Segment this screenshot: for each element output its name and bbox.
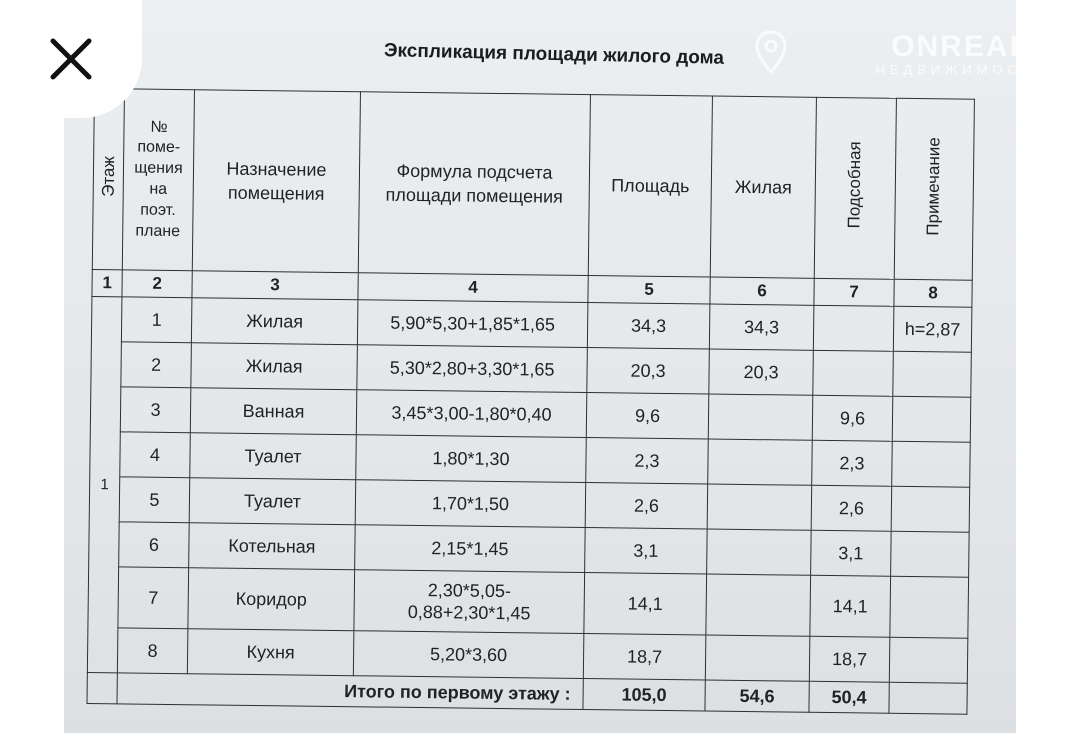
note-cell — [893, 351, 972, 397]
area-cell: 2,3 — [586, 438, 709, 484]
room-no-cell: 4 — [120, 432, 191, 478]
header-room-no: № поме- щения на поэт. плане — [122, 89, 194, 271]
note-cell — [889, 637, 968, 683]
note-cell: h=2,87 — [893, 306, 972, 352]
area-cell: 3,1 — [585, 528, 708, 574]
aux-cell: 2,3 — [812, 440, 893, 486]
room-no-cell: 5 — [119, 477, 190, 523]
document-photo — [64, 0, 1048, 733]
formula-cell: 3,45*3,00-1,80*0,40 — [356, 390, 587, 438]
column-number: 4 — [358, 273, 588, 303]
header-floor-label: Этаж — [98, 155, 119, 197]
living-cell — [706, 574, 811, 636]
total-area: 105,0 — [583, 679, 705, 711]
column-number: 7 — [814, 278, 894, 306]
area-cell: 14,1 — [584, 573, 707, 635]
note-cell — [892, 396, 971, 442]
formula-cell: 5,90*5,30+1,85*1,65 — [357, 300, 588, 348]
purpose-cell: Туалет — [190, 433, 357, 480]
aux-cell: 18,7 — [809, 636, 890, 682]
aux-cell: 9,6 — [812, 395, 893, 441]
total-note — [889, 682, 967, 714]
aux-cell: 14,1 — [810, 575, 891, 637]
column-number: 1 — [92, 269, 122, 296]
formula-cell: 5,20*3,60 — [353, 631, 584, 679]
area-cell: 20,3 — [587, 348, 710, 394]
formula-cell: 2,15*1,45 — [355, 525, 586, 573]
total-empty-cell — [87, 672, 117, 703]
total-label: Итого по первому этажу : — [117, 673, 583, 710]
watermark-subtitle: НЕДВИЖИМОСТЬ — [875, 62, 1048, 77]
table-row — [88, 566, 969, 638]
column-number: 8 — [894, 279, 972, 307]
header-note-label: Примечание — [923, 136, 944, 236]
purpose-cell: Туалет — [189, 478, 356, 525]
aux-cell: 3,1 — [811, 530, 892, 576]
total-living: 54,6 — [705, 680, 809, 712]
note-cell — [891, 531, 970, 577]
note-cell — [892, 441, 971, 487]
watermark-logo: ONREALT — [891, 30, 1048, 63]
note-cell — [890, 576, 969, 638]
purpose-cell: Коридор — [188, 568, 355, 631]
room-no-cell: 8 — [117, 628, 188, 674]
header-auxiliary-label: Подсобная — [844, 141, 865, 229]
column-number: 3 — [192, 271, 358, 300]
area-cell: 34,3 — [587, 303, 710, 349]
total-aux: 50,4 — [809, 681, 889, 713]
purpose-cell: Кухня — [187, 629, 354, 676]
document-title: Экспликация площади жилого дома — [383, 40, 725, 69]
room-no-cell: 6 — [119, 522, 190, 568]
aux-cell: 2,6 — [811, 485, 892, 531]
header-formula: Формула подсчета площади помещения — [358, 92, 590, 276]
area-cell: 2,6 — [585, 483, 708, 529]
purpose-cell: Ванная — [190, 388, 357, 435]
purpose-cell: Жилая — [191, 298, 358, 345]
aux-cell — [813, 350, 894, 396]
explication-table — [86, 88, 974, 715]
area-cell: 18,7 — [583, 634, 706, 680]
header-row — [92, 89, 974, 281]
column-number: 6 — [710, 277, 814, 305]
formula-cell: 5,30*2,80+3,30*1,65 — [357, 345, 588, 393]
formula-cell — [354, 570, 585, 634]
header-area: Площадь — [588, 95, 712, 277]
floor-cell: 1 — [87, 296, 122, 672]
living-cell — [708, 439, 813, 485]
living-cell — [705, 635, 810, 681]
formula-cell: 1,80*1,30 — [356, 435, 587, 483]
room-no-cell: 1 — [121, 297, 192, 343]
header-purpose: Назначение помещения — [192, 90, 360, 273]
room-no-cell: 2 — [121, 342, 192, 388]
close-icon[interactable] — [48, 36, 94, 82]
header-auxiliary — [814, 97, 896, 279]
living-cell — [708, 394, 813, 440]
aux-cell — [813, 305, 894, 351]
living-cell — [707, 484, 812, 530]
purpose-cell: Котельная — [189, 523, 356, 570]
area-cell: 9,6 — [586, 393, 709, 439]
purpose-cell: Жилая — [191, 343, 358, 390]
header-note — [894, 98, 974, 280]
explication-table-wrapper — [86, 88, 974, 715]
note-cell — [891, 486, 970, 532]
header-living: Жилая — [710, 96, 816, 278]
room-no-cell: 3 — [120, 387, 191, 433]
watermark — [748, 30, 1048, 77]
column-number: 5 — [588, 276, 710, 304]
living-cell — [707, 529, 812, 575]
room-no-cell: 7 — [118, 567, 189, 629]
column-number: 2 — [122, 270, 192, 298]
close-button[interactable] — [0, 0, 142, 118]
living-cell: 34,3 — [709, 304, 814, 350]
formula-line: 2,30*5,05- — [427, 579, 512, 601]
formula-cell: 1,70*1,50 — [355, 480, 586, 528]
formula-line: 0,88+2,30*1,45 — [407, 601, 531, 624]
living-cell: 20,3 — [709, 349, 814, 395]
